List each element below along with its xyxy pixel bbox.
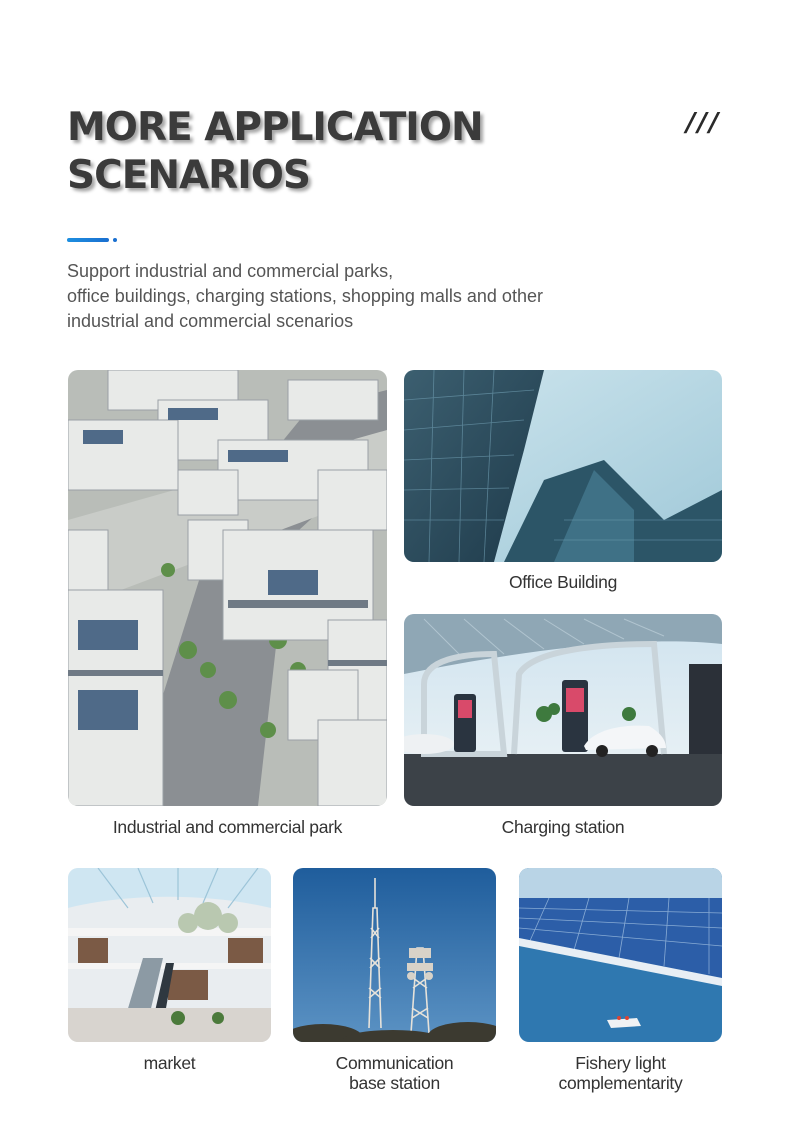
subtitle-line-2: office buildings, charging stations, shopping malls and other — [67, 286, 543, 306]
office-building-image — [404, 370, 722, 562]
office-building-caption: Office Building — [508, 572, 618, 592]
charging-station-caption: Charging station — [501, 817, 625, 837]
communication-tower-image — [293, 868, 496, 1042]
communication-caption — [293, 1053, 496, 1093]
title-line-1: MORE APPLICATION — [67, 105, 483, 150]
subtitle-line-1: Support industrial and commercial parks, — [67, 261, 394, 281]
slash-decoration: /// — [686, 108, 721, 138]
fishery-caption-line-1: Fishery light — [575, 1053, 666, 1073]
industrial-park-caption: Industrial and commercial park — [112, 817, 343, 837]
communication-caption-line-2: base station — [349, 1073, 440, 1093]
communication-caption-line-1: Communication — [335, 1053, 454, 1073]
industrial-park-image — [68, 370, 387, 806]
fishery-caption — [519, 1053, 722, 1093]
title-line-2: SCENARIOS — [67, 153, 310, 198]
fishery-caption-line-2: complementarity — [558, 1073, 683, 1093]
fishery-solar-image — [519, 868, 722, 1042]
page-title — [67, 104, 483, 200]
market-image — [68, 868, 271, 1042]
page-subtitle — [67, 259, 667, 334]
accent-dot — [113, 238, 117, 242]
market-caption: market — [143, 1053, 196, 1073]
charging-station-image — [404, 614, 722, 806]
subtitle-line-3: industrial and commercial scenarios — [67, 311, 354, 331]
accent-underline — [67, 238, 109, 242]
